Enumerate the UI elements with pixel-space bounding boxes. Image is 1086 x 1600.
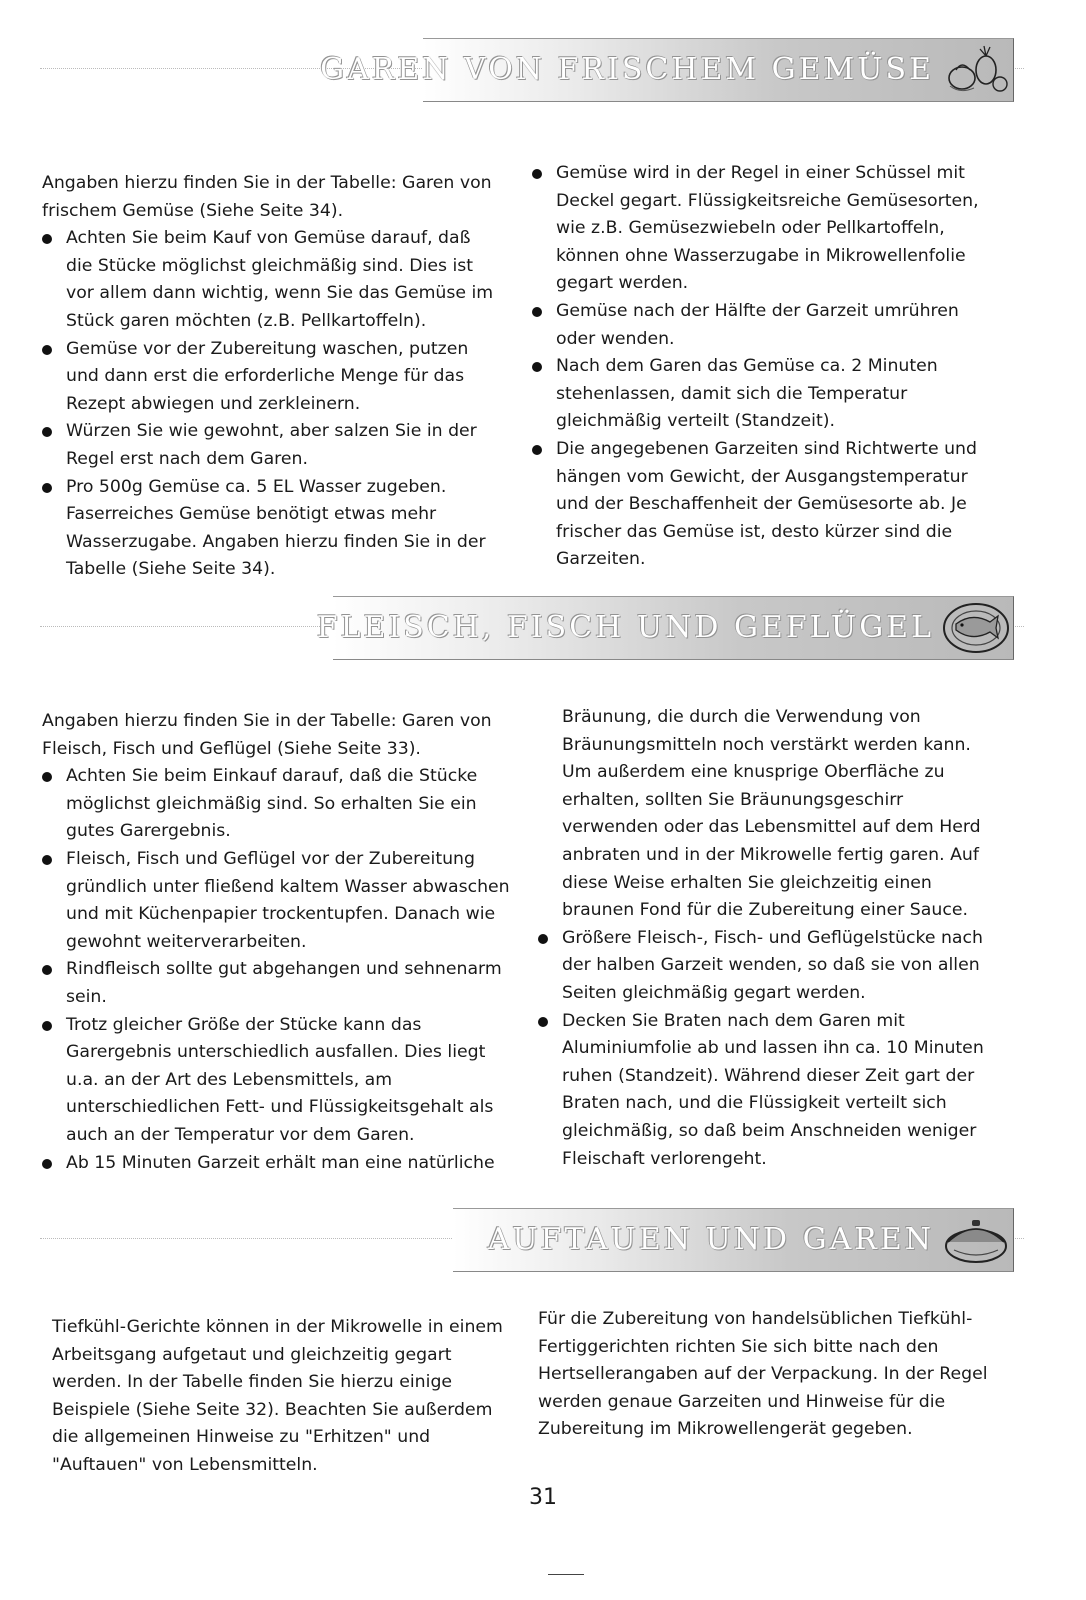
list-item: Rindfleisch sollte gut abgehangen und sehnenarm sein.	[42, 956, 512, 1011]
footer-rule	[548, 1574, 584, 1575]
list-item: Fleisch, Fisch und Geflügel vor der Zubereitung gründlich unter fließend kaltem Wasser abwaschen und mit Küchenpapier trockentupfen. Danach wie gewohnt weiterverarbeiten.	[42, 846, 512, 956]
list-item: Trotz gleicher Größe der Stücke kann das Garergebnis unterschiedlich ausfallen. Dies liegt u.a. an der Art des Lebensmittels, am unterschiedlichen Fett- und Flüssigkeitsgehalt als auch an der Temperatur vor dem Garen.	[42, 1012, 512, 1150]
list-item: Die angegebenen Garzeiten sind Richtwerte und hängen vom Gewicht, der Ausgangstemperatur und der Beschaffenheit der Gemüsesorte ab. Je frischer das Gemüse ist, desto kürzer sind die Garzeiten.	[532, 436, 1002, 574]
thawing-left-column	[52, 1314, 512, 1480]
list-item: Ab 15 Minuten Garzeit erhält man eine natürliche	[42, 1150, 512, 1178]
section-banner-meat	[40, 588, 1024, 666]
vegetables-left-column	[42, 170, 502, 584]
body-text: Tiefkühl-Gerichte können in der Mikrowelle in einem Arbeitsgang aufgetaut und gleichzeitig gegart werden. In der Tabelle finden Sie hierzu einige Beispiele (Siehe Seite 32). Beachten Sie außerdem die allgemeinen Hinweise zu "Erhitzen" und "Auftauen" von Lebensmitteln.	[52, 1317, 503, 1475]
section-title: GAREN VON FRISCHEM GEMÜSE	[320, 52, 934, 87]
list-item: Nach dem Garen das Gemüse ca. 2 Minuten stehenlassen, damit sich die Temperatur gleichmäßig verteilt (Standzeit).	[532, 353, 1002, 436]
vegetables-icon	[940, 40, 1012, 98]
list-item: Achten Sie beim Kauf von Gemüse darauf, daß die Stücke möglichst gleichmäßig sind. Dies ist vor allem dann wichtig, wenn Sie das Gemüse im Stück garen möchten (z.B. Pellkartoffeln).	[42, 225, 502, 335]
section-title: FLEISCH, FISCH UND GEFLÜGEL	[316, 610, 934, 645]
section-banner-vegetables	[40, 30, 1024, 108]
section-title: AUFTAUEN UND GAREN	[487, 1222, 934, 1257]
body-text: Für die Zubereitung von handelsüblichen Tiefkühl-Fertiggerichten richten Sie sich bitte nach den Hertsellerangaben auf der Verpackung. In der Regel werden genaue Garzeiten und Hinweise für die Zubereitung im Mikrowellengerät gegeben.	[538, 1309, 988, 1440]
list-item: Achten Sie beim Einkauf darauf, daß die Stücke möglichst gleichmäßig sind. So erhalten Sie ein gutes Garergebnis.	[42, 763, 512, 846]
page-number: 31	[529, 1485, 557, 1510]
intro-text: Angaben hierzu finden Sie in der Tabelle: Garen von frischem Gemüse (Siehe Seite 34).	[42, 173, 492, 221]
bullet-list	[532, 160, 1002, 574]
continued-text: Bräunung, die durch die Verwendung von Bräunungsmitteln noch verstärkt werden kann. Um außerdem eine knusprige Oberfläche zu erhalten, sollten Sie Bräunungsgeschirr verwenden oder das Lebensmittel auf dem Herd anbraten und in der Mikrowelle fertig garen. Auf diese Weise erhalten Sie gleichzeitig einen braunen Fond für die Zubereitung einer Sauce.	[562, 707, 981, 921]
intro-text: Angaben hierzu finden Sie in der Tabelle: Garen von Fleisch, Fisch und Geflügel (Siehe Seite 33).	[42, 711, 492, 759]
meat-right-column	[538, 704, 1002, 1173]
list-item: Gemüse vor der Zubereitung waschen, putzen und dann erst die erforderliche Menge für das Rezept abwiegen und zerkleinern.	[42, 336, 502, 419]
list-item: Gemüse wird in der Regel in einer Schüssel mit Deckel gegart. Flüssigkeitsreiche Gemüsesorten, wie z.B. Gemüsezwiebeln oder Pellkartoffeln, können ohne Wasserzugabe in Mikrowellenfolie gegart werden.	[532, 160, 1002, 298]
covered-dish-icon	[940, 1210, 1012, 1268]
bullet-list	[42, 225, 502, 584]
bullet-list	[538, 925, 1002, 1173]
bullet-list	[42, 763, 512, 1177]
list-item: Größere Fleisch-, Fisch- und Geflügelstücke nach der halben Garzeit wenden, so daß sie von allen Seiten gleichmäßig gegart werden.	[538, 925, 1002, 1008]
list-item: Pro 500g Gemüse ca. 5 EL Wasser zugeben. Faserreiches Gemüse benötigt etwas mehr Wasserzugabe. Angaben hierzu finden Sie in der Tabelle (Siehe Seite 34).	[42, 474, 502, 584]
fish-plate-icon	[940, 598, 1012, 656]
list-item: Würzen Sie wie gewohnt, aber salzen Sie in der Regel erst nach dem Garen.	[42, 418, 502, 473]
list-item: Decken Sie Braten nach dem Garen mit Aluminiumfolie ab und lassen ihn ca. 10 Minuten ruhen (Standzeit). Während dieser Zeit gart der Braten nach, und die Flüssigkeit verteilt sich gleichmäßig, so daß beim Anschneiden weniger Fleischaft verlorengeht.	[538, 1008, 1002, 1174]
meat-left-column	[42, 708, 512, 1177]
thawing-right-column	[538, 1306, 1002, 1444]
list-item: Gemüse nach der Hälfte der Garzeit umrühren oder wenden.	[532, 298, 1002, 353]
section-banner-thawing	[40, 1200, 1024, 1278]
vegetables-right-column	[532, 160, 1002, 574]
